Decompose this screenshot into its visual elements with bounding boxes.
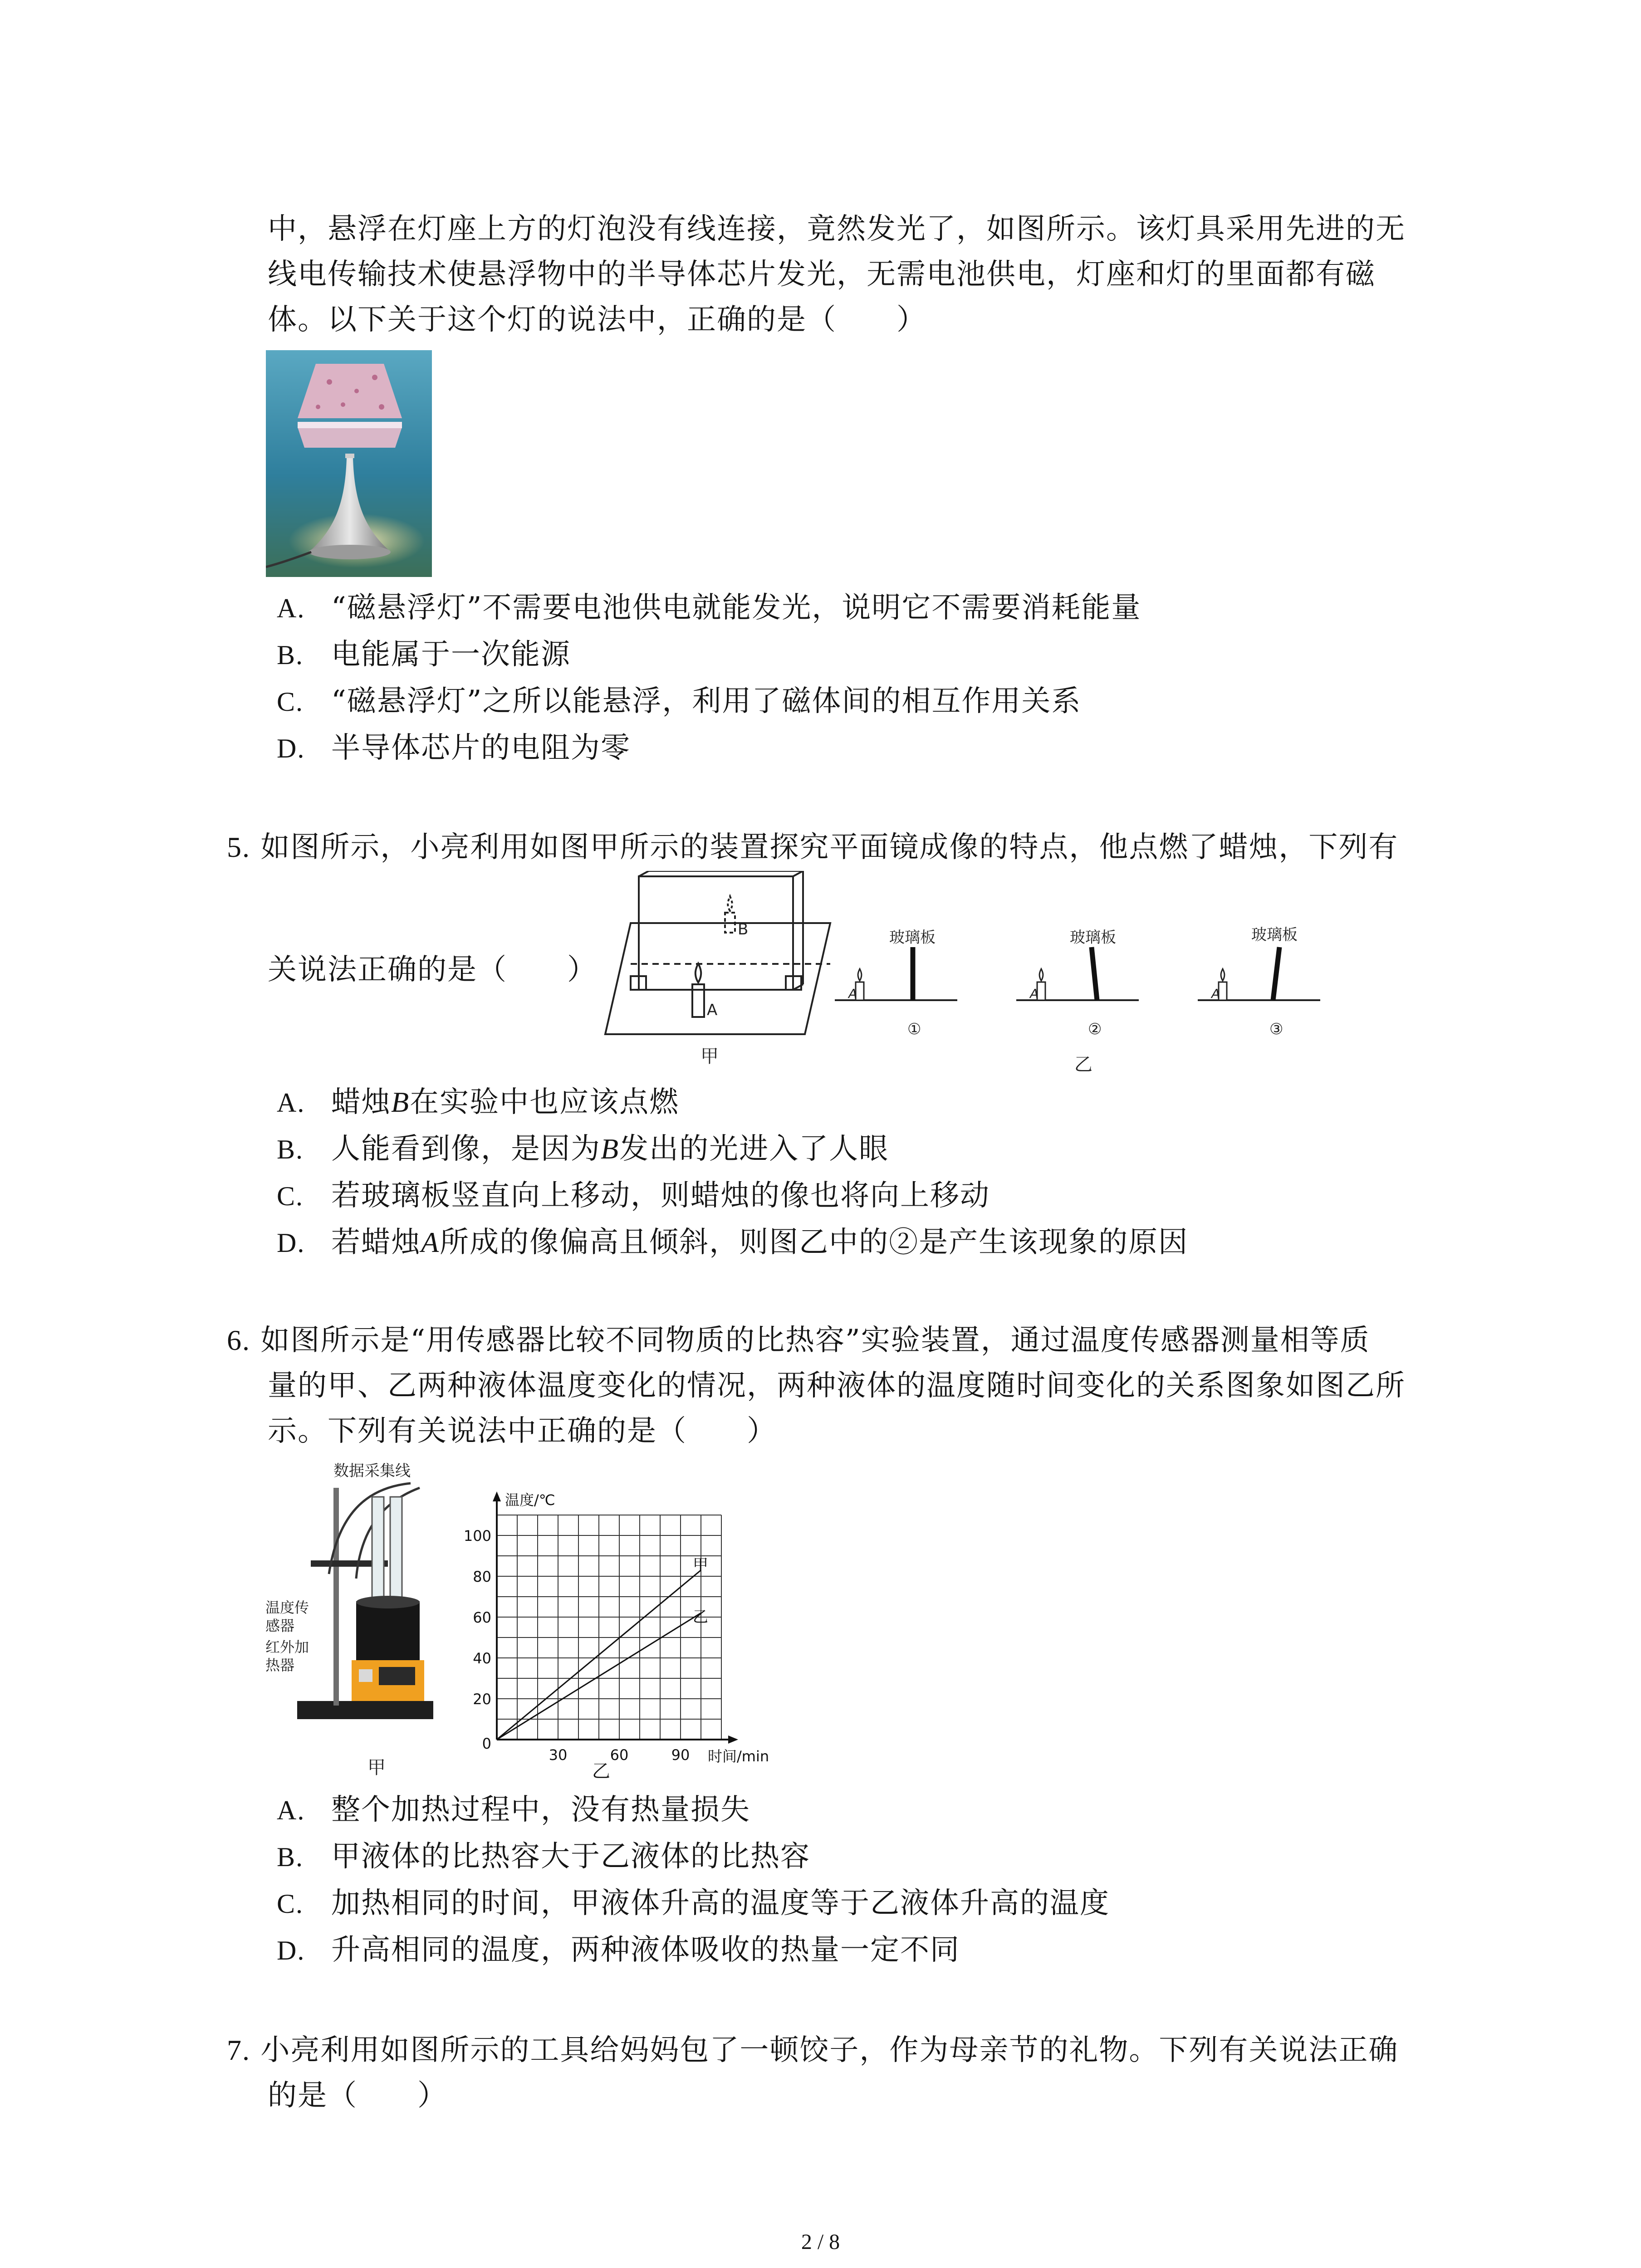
q5-option-b: [277, 1126, 889, 1172]
option-key: C.: [277, 687, 304, 717]
q4-line-2: 线电传输技术使悬浮物中的半导体芯片发光，无需电池供电，灯座和灯的里面都有磁: [268, 258, 1376, 291]
option-text: 电能属于一次能源: [331, 638, 571, 671]
q6-line-2: 量的甲、乙两种液体温度变化的情况，两种液体的温度随时间变化的关系图象如图乙所: [268, 1369, 1406, 1403]
option-text: 甲液体的比热容大于乙液体的比热容: [331, 1840, 810, 1873]
x-tick-label: 90: [671, 1746, 690, 1764]
question-text: 小亮利用如图所示的工具给妈妈包了一顿饺子，作为母亲节的礼物。下列有关说法正确: [260, 2033, 1399, 2067]
q6-option-c: [277, 1881, 1110, 1926]
option-text: 若蜡烛: [331, 1226, 421, 1259]
y-tick-label: 60: [473, 1609, 491, 1626]
option-text: “磁悬浮灯”之所以能悬浮，利用了磁体间的相互作用关系: [331, 684, 1082, 718]
glass-plate-positions-figure: [826, 916, 1325, 1080]
x-axis-label: 时间/min: [708, 1748, 769, 1765]
option-text: 半导体芯片的电阻为零: [331, 731, 631, 765]
option-key: B.: [277, 640, 304, 670]
question-number: 6.: [227, 1324, 250, 1356]
q7-line-1: [227, 2028, 1398, 2073]
caption-jia: 甲: [700, 1046, 719, 1067]
chart-text: [464, 1491, 769, 1765]
question-number: 7.: [227, 2034, 250, 2066]
option-text: 若玻璃板竖直向上移动，则蜡烛的像也将向上移动: [331, 1179, 990, 1212]
page-number: 2 / 8: [801, 2230, 840, 2254]
x-tick-label: 60: [610, 1746, 629, 1764]
q5-line-1: [227, 825, 1398, 870]
y-tick-label: 20: [473, 1691, 491, 1708]
glass-label-1: 玻璃板: [889, 929, 936, 947]
mark-1: ①: [907, 1020, 921, 1038]
option-text: 整个加热过程中，没有热量损失: [331, 1793, 750, 1827]
mirror-apparatus-figure: [603, 871, 839, 1080]
q4-option-d: [277, 725, 631, 771]
glass-label-3: 玻璃板: [1251, 926, 1298, 944]
q6-option-a: [277, 1787, 750, 1833]
y-axis-label: 温度/℃: [505, 1491, 555, 1509]
mark-2: ②: [1088, 1020, 1102, 1038]
option-text: “磁悬浮灯”不需要电池供电就能发光，说明它不需要消耗能量: [331, 591, 1141, 625]
q4-line-3: 体。以下关于这个灯的说法中，正确的是（ ）: [268, 303, 926, 337]
levitating-lamp-photo: [266, 350, 432, 577]
option-key: D.: [277, 733, 305, 763]
label-sensor-2: 感器: [265, 1617, 295, 1634]
y-tick-label: 40: [473, 1650, 491, 1667]
option-key: B.: [277, 1842, 304, 1872]
x-tick-label: 30: [549, 1746, 568, 1764]
origin-label: 0: [482, 1735, 491, 1752]
y-axis-arrow: [493, 1491, 501, 1501]
candle-label-3: A: [1211, 986, 1220, 1001]
label-sensor-1: 温度传: [265, 1599, 309, 1616]
candle-label-2: A: [1030, 986, 1039, 1001]
q4-option-a: [277, 585, 1141, 631]
option-text-rest: 在实验中也应该点燃: [410, 1085, 680, 1119]
question-text: 如图所示，小亮利用如图甲所示的装置探究平面镜成像的特点，他点燃了蜡烛，下列有: [260, 831, 1399, 864]
option-text-rest: 所成的像偏高且倾斜，则图乙中的②是产生该现象的原因: [440, 1226, 1189, 1259]
label-a: A: [707, 1001, 718, 1019]
label-b: B: [738, 920, 749, 938]
option-variable: B: [601, 1133, 620, 1165]
option-key: D.: [277, 1228, 305, 1258]
option-key: A.: [277, 593, 305, 623]
q4-line-1: 中，悬浮在灯座上方的灯泡没有线连接，竟然发光了，如图所示。该灯具采用先进的无: [268, 212, 1406, 246]
x-axis-arrow: [728, 1735, 738, 1744]
option-key: C.: [277, 1889, 304, 1919]
q5-option-d: [277, 1220, 1188, 1266]
option-text: 升高相同的温度，两种液体吸收的热量一定不同: [331, 1933, 960, 1967]
chart-grid: [497, 1515, 721, 1740]
y-tick-label: 100: [463, 1527, 491, 1545]
q6-line-3: 示。下列有关说法中正确的是（ ）: [268, 1414, 777, 1448]
series-label-1: 甲: [693, 1556, 708, 1574]
y-tick-label: 80: [473, 1568, 491, 1585]
option-text-rest: 发出的光进入了人眼: [619, 1132, 889, 1166]
label-heater-2: 热器: [265, 1657, 295, 1674]
q6-option-b: [277, 1834, 810, 1880]
option-key: C.: [277, 1181, 304, 1211]
graph-caption: 乙: [592, 1761, 610, 1782]
label-heater-1: 红外加: [265, 1638, 309, 1656]
q7-line-2: 的是（ ）: [268, 2079, 447, 2112]
option-variable: B: [391, 1086, 410, 1118]
series-label-2: 乙: [693, 1608, 708, 1626]
question-text: 如图所示是“用传感器比较不同物质的比热容”实验装置，通过温度传感器测量相等质: [260, 1324, 1370, 1357]
q4-option-c: [277, 679, 1081, 724]
heating-apparatus-figure: [265, 1456, 456, 1783]
q6-option-d: [277, 1927, 960, 1973]
q5-option-a: [277, 1080, 679, 1125]
option-key: A.: [277, 1795, 305, 1825]
option-text: 蜡烛: [331, 1085, 391, 1119]
option-text: 加热相同的时间，甲液体升高的温度等于乙液体升高的温度: [331, 1887, 1110, 1920]
option-key: B.: [277, 1134, 304, 1164]
temperature-time-chart: [458, 1488, 776, 1778]
glass-label-2: 玻璃板: [1070, 929, 1116, 947]
caption-yi: 乙: [1074, 1054, 1092, 1075]
option-variable: A: [421, 1226, 440, 1258]
candle-label-1: A: [848, 986, 857, 1001]
option-key: A.: [277, 1088, 305, 1118]
label-data-line: 数据采集线: [333, 1462, 411, 1480]
q5-option-c: [277, 1173, 990, 1219]
question-number: 5.: [227, 831, 250, 863]
mark-3: ③: [1269, 1020, 1283, 1038]
q6-line-1: [227, 1318, 1370, 1363]
q4-option-b: [277, 632, 571, 678]
caption-jia: 甲: [367, 1757, 386, 1778]
option-key: D.: [277, 1936, 305, 1965]
option-text: 人能看到像，是因为: [331, 1132, 601, 1166]
q5-line-2: 关说法正确的是（ ）: [268, 953, 597, 987]
